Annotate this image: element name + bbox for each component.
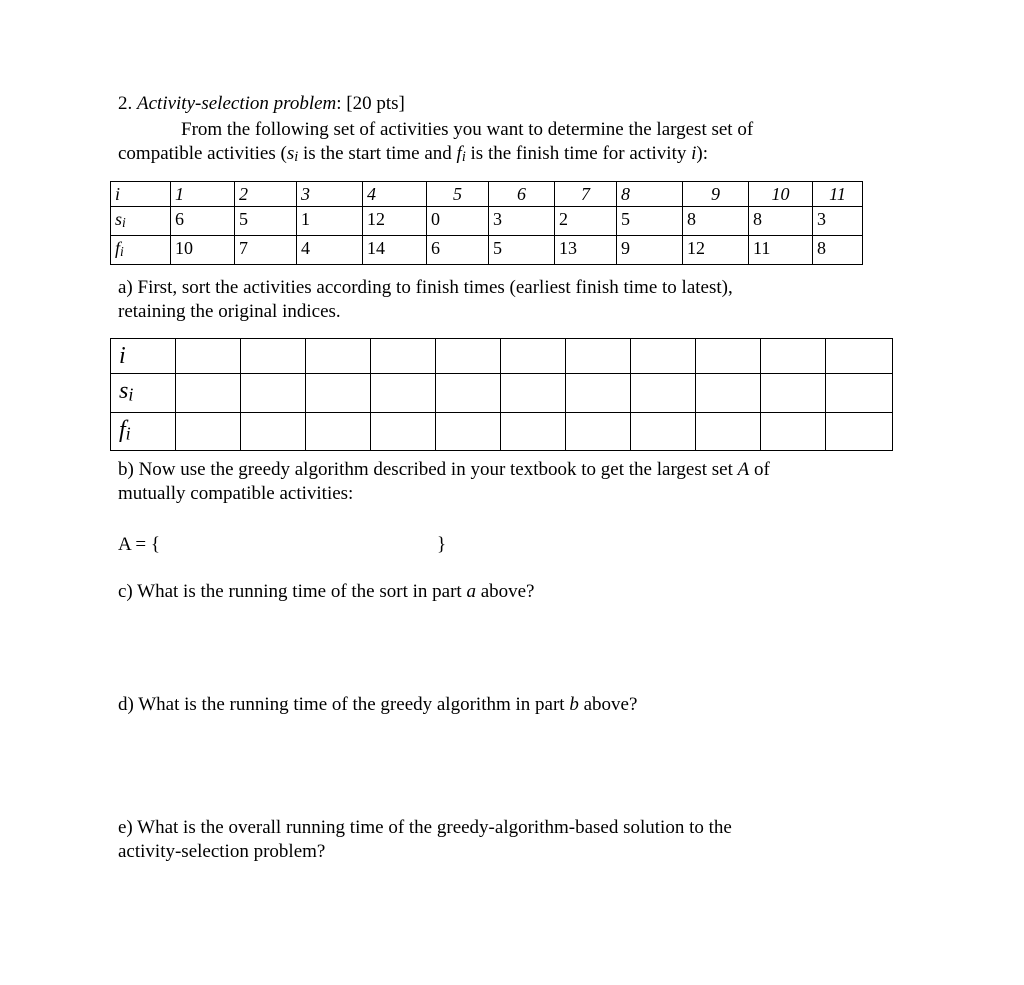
- answer-cell[interactable]: [696, 412, 761, 451]
- answer-cell[interactable]: [631, 339, 696, 374]
- part-a-line-2: retaining the original indices.: [118, 301, 341, 322]
- index-row: [111, 182, 863, 207]
- sorted-index-row: [111, 339, 893, 374]
- activities-table: [110, 181, 863, 265]
- answer-cell[interactable]: [371, 374, 436, 413]
- table-cell: 10: [749, 182, 813, 207]
- row-label-s: si: [111, 374, 176, 413]
- answer-cell[interactable]: [241, 374, 306, 413]
- answer-cell[interactable]: [631, 374, 696, 413]
- part-e-line-2: activity-selection problem?: [118, 841, 326, 862]
- sorted-activities-table: [110, 338, 893, 451]
- answer-set-close: }: [437, 534, 447, 555]
- problem-points: [20 pts]: [346, 93, 405, 114]
- answer-cell[interactable]: [306, 339, 371, 374]
- row-label-i: i: [111, 339, 176, 374]
- table-cell: 0: [427, 207, 489, 236]
- answer-cell[interactable]: [176, 374, 241, 413]
- part-a-line-1: a) First, sort the activities according to finish times (earliest finish time to latest),: [118, 277, 733, 298]
- s-variable: s: [286, 143, 295, 164]
- part-c-question: c) What is the running time of the sort in part a above?: [118, 581, 535, 602]
- sorted-finish-row: [111, 412, 893, 451]
- table-cell: 8: [749, 207, 813, 236]
- table-cell: 6: [427, 236, 489, 265]
- problem-title: Activity-selection problem: [137, 93, 337, 114]
- problem-number: 2.: [118, 93, 133, 114]
- table-cell: 11: [749, 236, 813, 265]
- intro-line-2: compatible activities (si is the start time and fi is the finish time for activity i):: [118, 143, 708, 166]
- table-cell: 8: [617, 182, 683, 207]
- row-label-f: fi: [111, 236, 171, 265]
- table-cell: 14: [363, 236, 427, 265]
- table-cell: 4: [297, 236, 363, 265]
- part-e-line-1: e) What is the overall running time of the greedy-algorithm-based solution to the: [118, 817, 732, 838]
- table-cell: 1: [297, 207, 363, 236]
- intro-line-1: From the following set of activities you want to determine the largest set of: [181, 119, 754, 140]
- answer-cell[interactable]: [566, 374, 631, 413]
- table-cell: 12: [363, 207, 427, 236]
- table-cell: 3: [813, 207, 863, 236]
- set-a-variable: A: [737, 459, 750, 480]
- answer-cell[interactable]: [826, 412, 893, 451]
- answer-cell[interactable]: [371, 339, 436, 374]
- answer-cell[interactable]: [761, 339, 826, 374]
- answer-cell[interactable]: [436, 339, 501, 374]
- answer-cell[interactable]: [371, 412, 436, 451]
- part-b-line-1: b) Now use the greedy algorithm described in your textbook to get the largest set A of: [118, 459, 770, 480]
- table-cell: 6: [489, 182, 555, 207]
- problem-heading: 2. Activity-selection problem: [20 pts]: [118, 93, 405, 114]
- answer-cell[interactable]: [566, 412, 631, 451]
- start-row: [111, 207, 863, 236]
- answer-cell[interactable]: [761, 412, 826, 451]
- table-cell: 10: [171, 236, 235, 265]
- table-cell: 4: [363, 182, 427, 207]
- answer-cell[interactable]: [501, 374, 566, 413]
- table-cell: 2: [555, 207, 617, 236]
- table-cell: 9: [683, 182, 749, 207]
- table-cell: 6: [171, 207, 235, 236]
- answer-cell[interactable]: [826, 339, 893, 374]
- answer-cell[interactable]: [501, 412, 566, 451]
- table-cell: 2: [235, 182, 297, 207]
- answer-cell[interactable]: [696, 374, 761, 413]
- answer-cell[interactable]: [241, 339, 306, 374]
- finish-row: [111, 236, 863, 265]
- table-cell: 9: [617, 236, 683, 265]
- answer-cell[interactable]: [696, 339, 761, 374]
- row-label-i: i: [111, 182, 171, 207]
- answer-cell[interactable]: [176, 339, 241, 374]
- answer-cell[interactable]: [176, 412, 241, 451]
- table-cell: 1: [171, 182, 235, 207]
- answer-cell[interactable]: [631, 412, 696, 451]
- table-cell: 5: [427, 182, 489, 207]
- part-b-line-2: mutually compatible activities:: [118, 483, 354, 504]
- answer-cell[interactable]: [826, 374, 893, 413]
- table-cell: 5: [617, 207, 683, 236]
- answer-cell[interactable]: [436, 412, 501, 451]
- answer-cell[interactable]: [241, 412, 306, 451]
- answer-cell[interactable]: [306, 374, 371, 413]
- part-d-question: d) What is the running time of the greedy algorithm in part b above?: [118, 694, 638, 715]
- row-label-f: fi: [111, 412, 176, 451]
- row-label-s: si: [111, 207, 171, 236]
- table-cell: 3: [297, 182, 363, 207]
- i-variable: i: [691, 143, 697, 164]
- f-variable: f: [456, 143, 462, 164]
- answer-cell[interactable]: [566, 339, 631, 374]
- answer-cell[interactable]: [761, 374, 826, 413]
- answer-cell[interactable]: [436, 374, 501, 413]
- table-cell: 3: [489, 207, 555, 236]
- table-cell: 12: [683, 236, 749, 265]
- table-cell: 13: [555, 236, 617, 265]
- sorted-start-row: [111, 374, 893, 413]
- table-cell: 8: [683, 207, 749, 236]
- answer-set-open: A = {: [118, 534, 161, 555]
- answer-cell[interactable]: [501, 339, 566, 374]
- table-cell: 5: [235, 207, 297, 236]
- table-cell: 7: [555, 182, 617, 207]
- answer-cell[interactable]: [306, 412, 371, 451]
- table-cell: 11: [813, 182, 863, 207]
- table-cell: 7: [235, 236, 297, 265]
- table-cell: 8: [813, 236, 863, 265]
- table-cell: 5: [489, 236, 555, 265]
